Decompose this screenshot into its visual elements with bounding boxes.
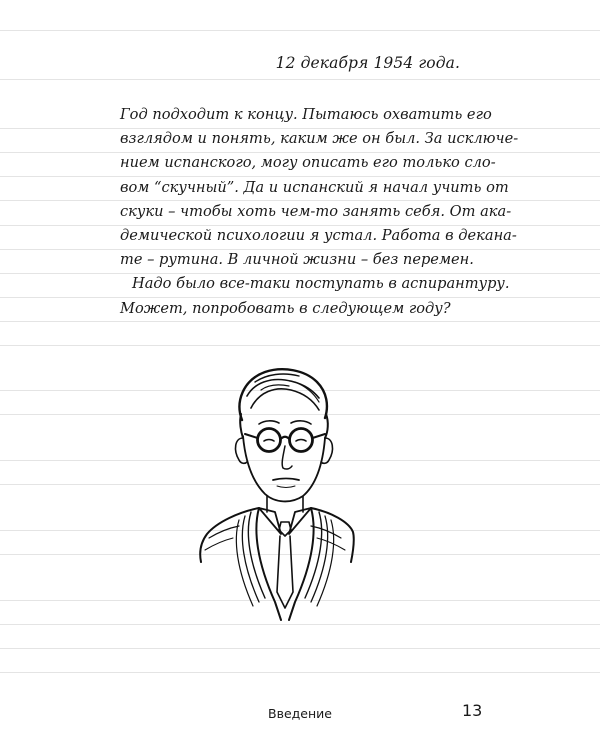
- page-rule: [0, 30, 600, 31]
- running-footer-section: Введение: [268, 706, 332, 721]
- diary-entry-text: [120, 103, 519, 321]
- page-rule: [0, 79, 600, 80]
- page-rule: [0, 345, 600, 346]
- text-line: взглядом и понять, каким же он был. За исключе-: [120, 130, 519, 148]
- page-number: 13: [462, 701, 483, 720]
- text-line: скуки – чтобы хоть чем-то занять себя. От ака-: [120, 202, 512, 220]
- text-line: те – рутина. В личной жизни – без перемен.: [120, 251, 474, 269]
- text-line: демической психологии я устал. Работа в декана-: [120, 227, 517, 245]
- page-rule: [0, 321, 600, 322]
- text-line: Год подходит к концу. Пытаюсь охватить его: [120, 106, 492, 123]
- portrait-sketch: [195, 362, 355, 644]
- page-rule: [0, 648, 600, 649]
- page-rule: [0, 672, 600, 673]
- entry-date: 12 декабря 1954 года.: [275, 54, 460, 72]
- text-line: нием испанского, могу описать его только сло-: [120, 154, 496, 172]
- text-line: Надо было все-таки поступать в аспирантуру.: [132, 275, 510, 293]
- text-line: Может, попробовать в следующем году?: [120, 299, 451, 317]
- text-line: вом “скучный”. Да и испанский я начал учить от: [120, 178, 509, 196]
